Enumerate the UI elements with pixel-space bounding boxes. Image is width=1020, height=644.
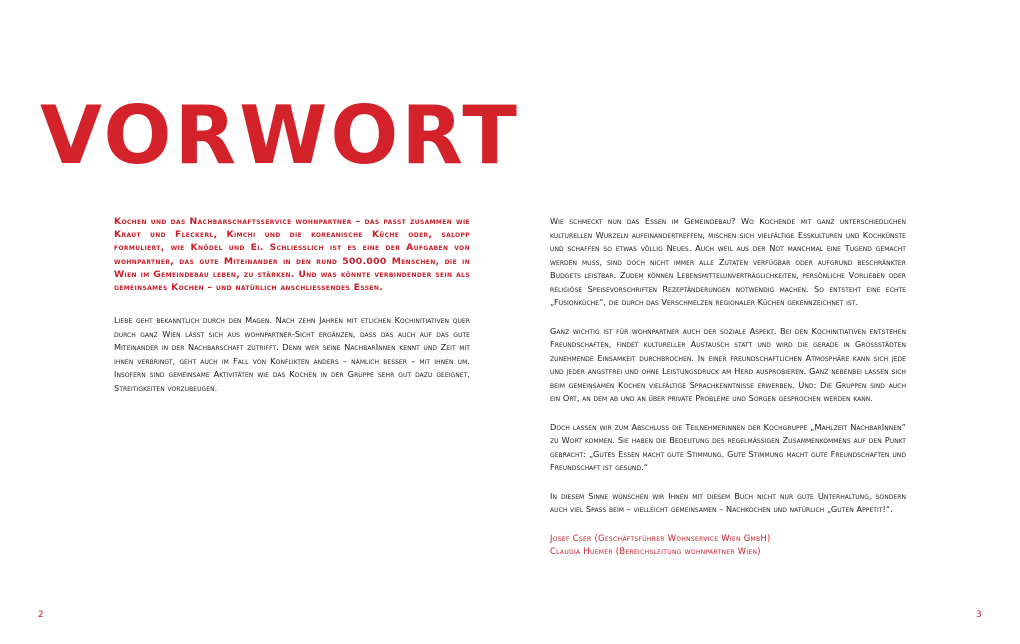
body-paragraph: Liebe geht bekanntlich durch den Magen. Nach zehn Jahren mit etlichen Kochinitiativen quer durch ganz Wien lässt sich aus wohnpartner-Sicht ergänzen, dass das auch auf das gute Miteinander in der Nachbarschaft zutrifft. Denn wer seine NachbarInnen kennt und Zeit mit ihnen verbringt, geht auch im Fall von Konflikten anders – nämlich besser – mit ihnen um. Insofern sind gemeinsame Aktivitäten wie das Kochen in der Gruppe sehr gut dazu geeignet, Streitigkeiten vorzubeugen. (114, 315, 470, 393)
page-number-right: 3 (976, 610, 982, 620)
page-title: VORWORT (40, 89, 520, 182)
signature-line: Josef Cser (Geschäftsführer Wohnservice Wien GmbH) (550, 532, 771, 543)
body-paragraph: Ganz wichtig ist für wohnpartner auch der soziale Aspekt. Bei den Kochinitiativen entstehen Freundschaften, findet kultureller Austausch statt und wird die gerade in Grossstädten zunehmende Einsamkeit durchbrochen. In einer freundschaftlichen Atmosphäre kann sich jede und jeder angstfrei und ohne Leistungsdruck am Herd ausprobieren. Ganz nebenbei lassen sich beim gemeinsamen Kochen vielfältige Sprachkenntnisse erwerben. Und: Die Gruppen sind auch ein Ort, an dem ab und an über private Probleme und Sorgen gesprochen werden kann. (550, 325, 906, 403)
left-column (114, 215, 470, 410)
body-paragraph: Doch lassen wir zum Abschluss die Teilnehmerinnen der Kochgruppe „Mahlzeit NachbarInnen“ zu Wort kommen. Sie haben die Bedeutung des regelmässigen Zusammenkommens auf den Punkt gebracht: „Gutes Essen macht gute Stimmung. Gute Stimmung macht gute Freundschaften und Freundschaft ist gesund.“ (550, 421, 906, 472)
signature-line: Claudia Huemer (Bereichsleitung wohnpartner Wien) (550, 546, 761, 556)
page-number-left: 2 (38, 610, 44, 620)
body-paragraph: In diesem Sinne wünschen wir Ihnen mit diesem Buch nicht nur gute Unterhaltung, sondern auch viel Spass beim – vielleicht gemeinsamen – Nachkochen und natürlich „Guten Appetit!“. (550, 490, 906, 514)
body-paragraph: Wie schmeckt nun das Essen im Gemeindebau? Wo Kochende mit ganz unterschiedlichen kulturellen Wurzeln aufeinandertreffen, mischen sich vielfältige Esskulturen und Kochkünste und schaffen so etwas völlig Neues. Auch weil aus der Not manchmal eine Tugend gemacht werden muss, sind doch nicht immer alle Zutaten verfügbar oder aufgrund beschränkter Budgets leistbar. Zudem können Lebensmittelunverträglichkeiten, persönliche Vorlieben oder religiöse Speisevorschriften Rezeptänderungen notwendig machen. So entsteht eine echte „Fusionküche“, die durch das Verschmelzen regionaler Küchen gekennzeichnet ist. (550, 216, 906, 307)
right-column (550, 215, 906, 559)
lead-paragraph: Kochen und das Nachbarschaftsservice wohnpartner – das passt zusammen wie Kraut und Fleckerl, Kimchi und die koreanische Küche oder, salopp formuliert, wie Knödel und Ei. Schliesslich ist es eine der Aufgaben von wohnpartner, das gute Miteinander in den rund 500.000 Menschen, die in Wien im Gemeindebau leben, zu stärken. Und was könnte verbindender sein als gemeinsames Kochen – und natürlich anschliessendes Essen. (114, 216, 470, 294)
